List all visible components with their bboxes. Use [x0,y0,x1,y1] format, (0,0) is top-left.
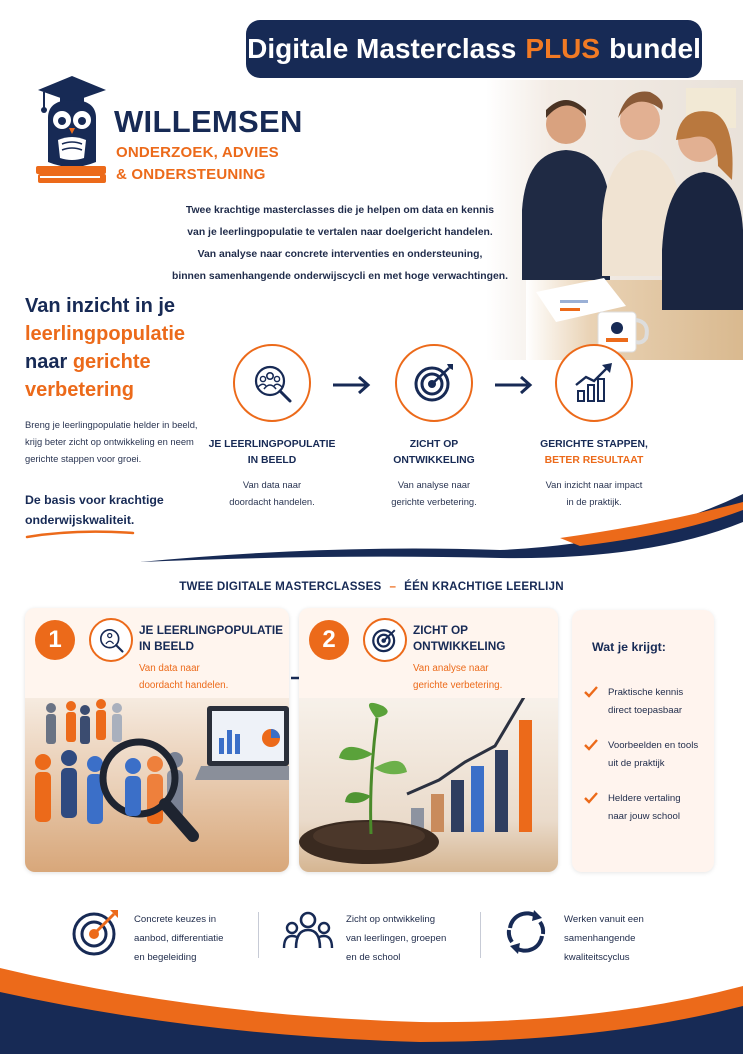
arrow-right-icon [331,374,373,396]
basis-statement: De basis voor krachtige onderwijskwaliteit. [25,493,164,527]
step-desc-development: Van analyse naar gerichte verbetering. [391,479,477,507]
card-description: Van analyse naar gerichte verbetering. [413,663,503,691]
step-icon-development [395,344,473,422]
list-item: Heldere vertaling naar jouw school [584,790,710,826]
header-banner [246,20,702,78]
section-title: TWEE DIGITALE MASTERCLASSES – ÉÉN KRACHTIGE LEERLIJN [179,580,564,593]
target-icon [411,360,457,406]
lead-text: Breng je leerlingpopulatie helder in beeld, krijg beter zicht op ontwikkeling en neem gerichte stappen voor groei. [25,419,198,464]
footer-wave [0,962,743,1054]
team-photo [486,80,743,360]
list-item: Praktische kennis direct toepasbaar [584,684,710,720]
card-number: 2 [309,620,349,660]
list-item: Voorbeelden en tools uit de praktijk [584,737,710,773]
feature-text: Werken vanuit een samenhangende kwaliteitscyclus [564,914,644,963]
step-icon-results [555,344,633,422]
card-number: 1 [35,620,75,660]
benefits-card [572,610,714,872]
card-icon [363,618,407,662]
magnifier-figures-image [25,698,289,872]
feature-text: Concrete keuzes in aanbod, differentiatie en begeleiding [134,914,224,963]
banner-plus: PLUS [525,33,601,64]
step-title-results: GERICHTE STAPPEN, BETER RESULTAAT [540,439,648,466]
growth-chart-icon [572,361,616,405]
step-title-population: JE LEERLINGPOPULATIE IN BEELD [208,439,336,466]
arrow-right-icon [493,374,535,396]
banner-suffix: bundel [609,33,701,64]
people-search-icon [97,626,125,654]
masterclass-card-1[interactable] [25,608,289,872]
divider [258,912,259,958]
feature-text: Zicht op ontwikkeling van leerlingen, groepen en de school [346,914,447,963]
check-icon [584,792,598,804]
target-icon [70,906,122,958]
check-icon [584,686,598,698]
brand-name: WILLEMSEN [114,104,303,139]
check-icon [584,739,598,751]
step-icon-population [233,344,311,422]
card-title: JE LEERLINGPOPULATIE IN BEELD [139,623,283,653]
wave-divider [0,494,743,574]
plant-growth-image [299,698,558,872]
benefits-title: Wat je krijgt: [592,640,666,654]
headline: Van inzicht in je leerlingpopulatie naar gerichte verbetering [25,295,186,401]
logo [30,70,303,190]
step-desc-population: Van data naar doordacht handelen. [229,479,315,507]
card-title: ZICHT OP ONTWIKKELING [413,623,506,653]
masterclass-card-2[interactable] [299,608,558,872]
banner-title: Digitale Masterclass [247,33,517,64]
brand-subtitle: ONDERZOEK, ADVIES & ONDERSTEUNING [116,144,279,183]
group-people-icon [282,906,334,958]
card-icon [89,618,133,662]
owl-logo-icon [30,70,112,190]
step-desc-results: Van inzicht naar impact in de praktijk. [545,479,643,507]
card-description: Van data naar doordacht handelen. [139,663,229,691]
target-icon [370,625,400,655]
step-title-development: ZICHT OP ONTWIKKELING [393,439,475,466]
cycle-arrows-icon [500,906,552,958]
intro-text: Twee krachtige masterclasses die je helpen om data en kennis van je leerlingpopulatie te vertalen naar doelgericht handelen. Van analyse naar concrete interventies en ondersteuning, binnen samenhangende onderwijscycli en met hoge verwachtingen. [171,205,509,282]
divider [480,912,481,958]
benefits-list [584,684,710,843]
people-search-icon [250,361,294,405]
